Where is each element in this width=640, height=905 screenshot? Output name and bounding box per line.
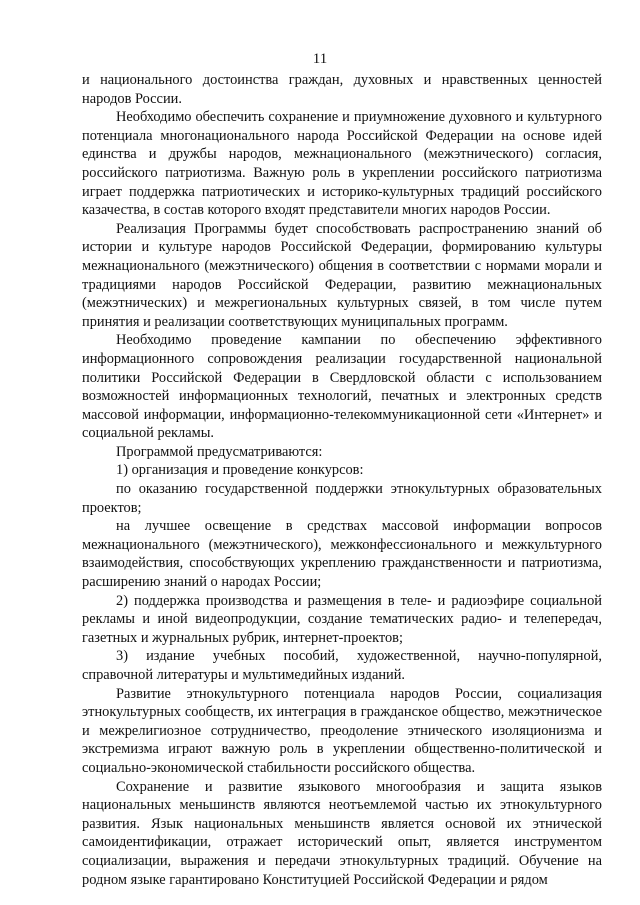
list-item: 3) издание учебных пособий, художественной, научно-популярной, справочной литературы и мультимедийных изданий. xyxy=(82,648,602,683)
page-number: 11 xyxy=(312,51,328,67)
list-item: 1) организация и проведение конкурсов: xyxy=(116,462,364,479)
paragraph: Программой предусматриваются: xyxy=(116,443,323,460)
list-item: на лучшее освещение в средствах массовой информации вопросов межнационального (межэтнического), межконфессионального и межкультурного взаимодействия, способствующих укреплению гражданственности и патриотизма, расширению знаний о народах России; xyxy=(82,518,602,591)
paragraph: Реализация Программы будет способствовать распространению знаний об истории и культуре народов Российской Федерации, формированию культуры межнационального (межэтнического) общения в соответствии с нормами морали и традициями народов Российской Федерации, развитию межнациональных (межэтнических) и межрегиональных культурных связей, в том числе путем принятия и реализации соответствующих муниципальных программ. xyxy=(82,220,602,330)
document-body xyxy=(82,71,602,889)
paragraph: Сохранение и развитие языкового многообразия и защита языков национальных меньшинств являются неотъемлемой частью их этнокультурного развития. Язык национальных меньшинств является основой их этнической самоидентификации, отражает исторический опыт, является инструментом социализации, выражения и передачи этнокультурных традиций. Обучение на родном языке гарантировано Конституцией Российской Федерации и рядом xyxy=(82,778,602,888)
paragraph: и национального достоинства граждан, духовных и нравственных ценностей народов России. xyxy=(82,72,602,107)
paragraph: Развитие этнокультурного потенциала народов России, социализация этнокультурных сообществ, их интеграция в гражданское общество, межэтническое и межрелигиозное сотрудничество, преодоление этнического изоляционизма и экстремизма играют важную роль в укреплении общественно-политической и социально-экономической стабильности российского общества. xyxy=(82,685,602,776)
paragraph: Необходимо проведение кампании по обеспечению эффективного информационного сопровождения реализации государственной национальной политики Российской Федерации в Свердловской области с использованием возможностей информационных технологий, печатных и электронных средств массовой информации, информационно-телекоммуникационной сети «Интернет» и социальной рекламы. xyxy=(82,332,602,442)
list-item: по оказанию государственной поддержки этнокультурных образовательных проектов; xyxy=(82,481,602,516)
paragraph: Необходимо обеспечить сохранение и приумножение духовного и культурного потенциала многонационального народа Российской Федерации на основе идей единства и дружбы народов, межнационального (межэтнического) согласия, российского патриотизма. Важную роль в укреплении российского патриотизма играет поддержка патриотических и историко-культурных традиций российского казачества, в состав которого входят представители многих народов России. xyxy=(82,109,602,219)
list-item: 2) поддержка производства и размещения в теле- и радиоэфире социальной рекламы и иной видеопродукции, создание тематических радио- и телепередач, газетных и журнальных рубрик, интернет-проектов; xyxy=(82,592,602,646)
